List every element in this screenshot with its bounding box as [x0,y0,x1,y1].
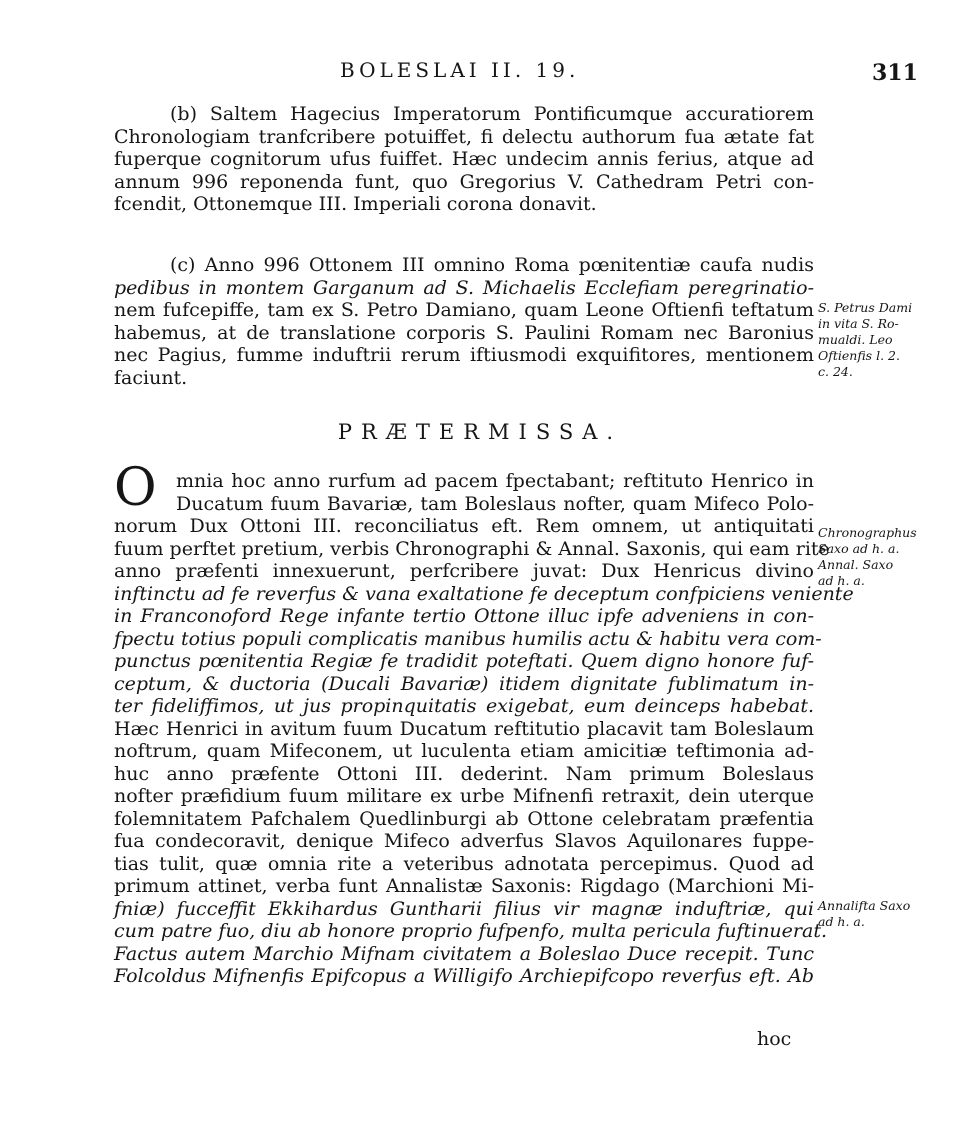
main-text-line: fpectu totius populi complicatis manibus humilis actu & habitu vera com- [114,627,822,650]
footnote-c-line: pedibus in montem Garganum ad S. Michaelis Ecclefiam peregrinatio- [114,276,814,299]
main-text-line: huc anno præfente Ottoni III. dederint. Nam primum Boleslaus [114,762,814,785]
main-text-line: noftrum, quam Mifeconem, ut luculenta etiam amicitiæ teftimonia ad- [114,740,814,762]
catchword: hoc [757,1028,792,1050]
main-text-line: Folcoldus Mifnenfis Epifcopus a Willigifo Archiepifcopo reverfus eft. Ab [114,965,814,987]
main-text-line: inftinctu ad fe reverfus & vana exaltatione fe deceptum confpiciens veniente [114,582,854,605]
main-text-line: primum attinet, verba funt Annalistæ Saxonis: Rigdago (Marchioni Mi- [114,875,814,897]
main-text-line: Ducatum fuum Bavariæ, tam Boleslaus nofter, quam Mifeco Polo- [176,492,814,515]
main-text-line: nofter præfidium fuum militare ex urbe Mifnenfi retraxit, dein uterque [114,785,814,807]
drop-cap: O [114,458,157,518]
footnote-c-line: faciunt. [114,366,188,389]
section-heading: PRÆTERMISSA. [337,420,623,444]
footnote-c-line: habemus, at de translatione corporis S. Paulini Romam nec Baronius [114,321,814,344]
main-text-line: ter fideliffimos, ut jus propinquitatis exigebat, eum deinceps habebat. [114,695,814,717]
main-text-line: cum patre fuo, diu ab honore proprio fufpenfo, multa pericula fuftinuerat. [114,920,827,942]
footnote-b-line: Chronologiam tranfcribere potuiffet, fi delectu authorum fua ætate fat [114,125,814,148]
main-text-line: norum Dux Ottoni III. reconciliatus eft. Rem omnem, ut antiquitati [114,515,814,537]
margin-note: Chronographus Saxo ad h. a. Annal. Saxo ad h. a. [818,525,917,588]
main-text-line: tias tulit, quæ omnia rite a veteribus adnotata percepimus. Quod ad [114,852,814,875]
main-text-line: Hæc Henrici in avitum fuum Ducatum reftitutio placavit tam Boleslaum [114,717,814,740]
main-text-line: in Franconoford Rege infante tertio Ottone illuc ipfe adveniens in con- [114,605,814,627]
footnote-b [114,103,814,216]
footnote-c-line: nec Pagius, fumme induftrii rerum iftiusmodi exquifitores, mentionem [114,344,814,366]
footnote-b-line: (b) Saltem Hagecius Imperatorum Pontificumque accuratiorem [170,103,814,125]
main-text-line: punctus pœnitentia Regiæ fe tradidit poteftati. Quem digno honore fuf- [114,650,814,672]
main-text-line: folemnitatem Pafchalem Quedlinburgi ab Ottone celebratam præfentia [114,807,814,830]
main-text [114,470,854,988]
margin-note: Annalifta Saxo ad h. a. [818,898,911,929]
footnote-b-line: annum 996 reponenda funt, quo Gregorius V. Cathedram Petri con- [114,170,814,193]
main-text-line: fniæ) fucceffit Ekkihardus Guntharii filius vir magnæ induftriæ, qui [114,897,814,920]
page-number: 311 [872,60,918,86]
main-text-line: mnia hoc anno rurfum ad pacem fpectabant; reftituto Henrico in [176,470,814,492]
main-text-line: fuum perftet pretium, verbis Chronographi & Annal. Saxonis, qui eam rite [114,537,830,560]
main-text-line: Factus autem Marchio Mifnam civitatem a Boleslao Duce recepit. Tunc [114,942,814,965]
footnote-c [114,254,814,389]
footnote-b-line: fuperque cognitorum ufus fuiffet. Hæc undecim annis ferius, atque ad [114,148,814,170]
footnote-c-line: (c) Anno 996 Ottonem III omnino Roma pœnitentiæ caufa nudis [170,254,814,276]
footnote-b-line: fcendit, Ottonemque III. Imperiali corona donavit. [114,193,597,215]
main-text-line: fua condecoravit, denique Mifeco adverfus Slavos Aquilonares fuppe- [114,830,814,852]
page-header [0,58,960,88]
main-text-line: anno præfenti innexuerunt, perfcribere juvat: Dux Henricus divino [114,560,814,582]
main-text-line: ceptum, & ductoria (Ducali Bavariæ) itidem dignitate fublimatum in- [114,672,814,695]
running-title: BOLESLAI II. 19. [340,58,580,82]
margin-note: S. Petrus Dami in vita S. Ro- mualdi. Leo Oftienfis l. 2. c. 24. [818,300,913,379]
footnote-c-line: nem fufcepiffe, tam ex S. Petro Damiano, quam Leone Oftienfi teftatum [114,299,814,321]
